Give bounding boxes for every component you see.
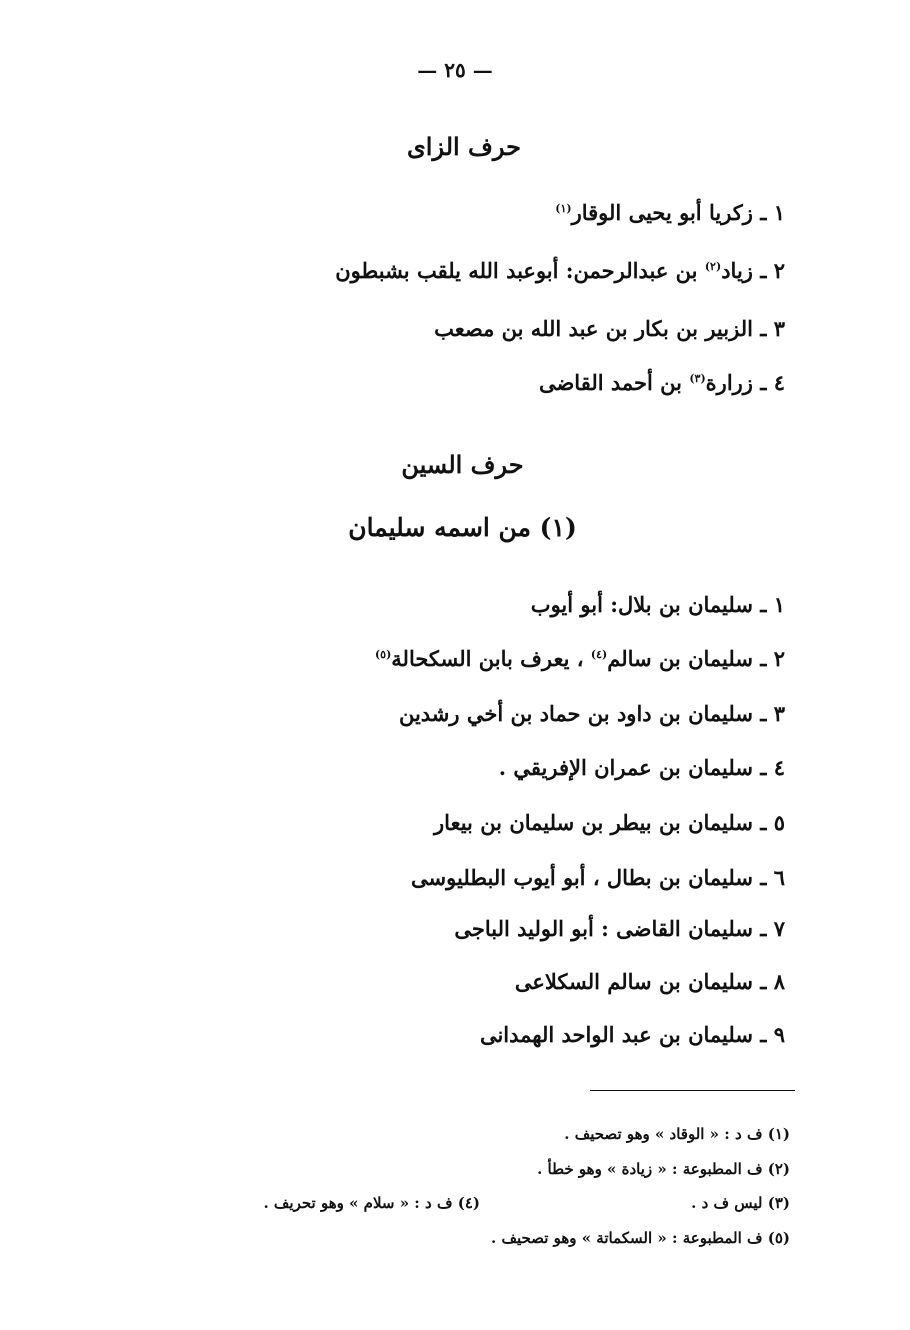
footnote-ref: (٣): [689, 372, 706, 385]
entry-text: سليمان بن داود بن حماد بن أخي رشدين: [398, 701, 753, 726]
seen-entry-9: ٩ ـ سليمان بن عبد الواحد الهمدانى: [479, 1022, 785, 1047]
entry-text: سليمان بن بيطر بن سليمان بن بيعار: [434, 810, 753, 835]
footnote-1: (١) ف د : « الوقاد » وهو تصحيف .: [564, 1125, 790, 1143]
entry-text: زرارة: [705, 370, 753, 395]
entry-number: ٦: [773, 865, 785, 890]
entry-number: ١: [773, 592, 785, 617]
entry-number: ٨: [773, 969, 785, 994]
entry-number: ٣: [773, 701, 785, 726]
entry-text: سليمان بن بطال ، أبو أيوب البطليوسى: [411, 865, 753, 890]
entry-text: سليمان بن عبد الواحد الهمدانى: [479, 1022, 753, 1047]
entry-text-rest: ، يعرف بابن السكحالة: [391, 646, 584, 671]
subsection-heading: (١) من اسمه سليمان: [348, 513, 577, 542]
section-heading-seen: حرف السين: [401, 450, 524, 479]
entry-number: ٤: [773, 755, 785, 780]
footnote-ref: (٥): [374, 648, 392, 661]
entry-text: سليمان بن سالم السكلاعى: [514, 969, 753, 994]
zay-entry-2: ٢ ـ زياد$^{(٢)}$ بن عبدالرحمن: أبوعبد الله يلقب بشبطون: [335, 258, 785, 283]
entry-number: ٧: [773, 916, 785, 941]
section-heading-zay: حرف الزاى: [407, 132, 521, 161]
entry-number: ١: [773, 200, 785, 225]
entry-number: ٢: [773, 646, 785, 671]
entry-number: ٤: [773, 370, 785, 395]
footnote-2: (٢) ف المطبوعة : « زيادة » وهو خطأ .: [537, 1160, 790, 1178]
seen-entry-4: ٤ ـ سليمان بن عمران الإفريقي .: [498, 755, 785, 780]
entry-number: ٣: [773, 316, 785, 341]
page-number: — ٢٥ —: [417, 58, 493, 82]
seen-entry-6: ٦ ـ سليمان بن بطال ، أبو أيوب البطليوسى: [411, 865, 785, 890]
footnote-ref: (٤): [590, 648, 608, 661]
zay-entry-4: ٤ ـ زرارة$^{(٣)}$ بن أحمد القاضى: [538, 370, 785, 395]
seen-entry-5: ٥ ـ سليمان بن بيطر بن سليمان بن بيعار: [434, 810, 785, 835]
entry-text-rest: بن أحمد القاضى: [538, 370, 682, 395]
seen-entry-1: ١ ـ سليمان بن بلال: أبو أيوب: [530, 592, 785, 617]
zay-entry-1: ١ ـ زكريا أبو يحيى الوقار$^{(١)}$: [555, 200, 785, 225]
footnote-ref: (١): [555, 202, 572, 215]
seen-entry-2: ٢ ـ سليمان بن سالم$^{(٤)}$ ، يعرف بابن السكحالة$^{(٥)}$: [374, 646, 785, 671]
footnote-5: (٥) ف المطبوعة : « السكماتة » وهو تصحيف .: [491, 1229, 790, 1247]
entry-text: سليمان بن بلال: أبو أيوب: [530, 592, 753, 617]
footnote-3: (٣) ليس ف د .: [691, 1194, 790, 1212]
entry-number: ٩: [773, 1022, 785, 1047]
seen-entry-8: ٨ ـ سليمان بن سالم السكلاعى: [514, 969, 785, 994]
seen-entry-7: ٧ ـ سليمان القاضى : أبو الوليد الباجى: [454, 916, 785, 941]
entry-text: زكريا أبو يحيى الوقار: [571, 200, 753, 225]
entry-text: الزبير بن بكار بن عبد الله بن مصعب: [434, 316, 753, 341]
entry-text: زياد: [721, 258, 753, 283]
footnote-4: (٤) ف د : « سلام » وهو تحريف .: [263, 1194, 480, 1212]
zay-entry-3: ٣ ـ الزبير بن بكار بن عبد الله بن مصعب: [434, 316, 785, 341]
entry-number: ٢: [773, 258, 785, 283]
entry-number: ٥: [773, 810, 785, 835]
entry-text: سليمان بن عمران الإفريقي .: [498, 755, 753, 780]
footnote-ref: (٢): [704, 260, 722, 273]
entry-text-rest: بن عبدالرحمن: أبوعبد الله يلقب بشبطون: [335, 258, 698, 283]
entry-text: سليمان بن سالم: [607, 646, 753, 671]
seen-entry-3: ٣ ـ سليمان بن داود بن حماد بن أخي رشدين: [398, 701, 785, 726]
entry-text: سليمان القاضى : أبو الوليد الباجى: [454, 916, 753, 941]
footnote-divider: [590, 1090, 795, 1091]
